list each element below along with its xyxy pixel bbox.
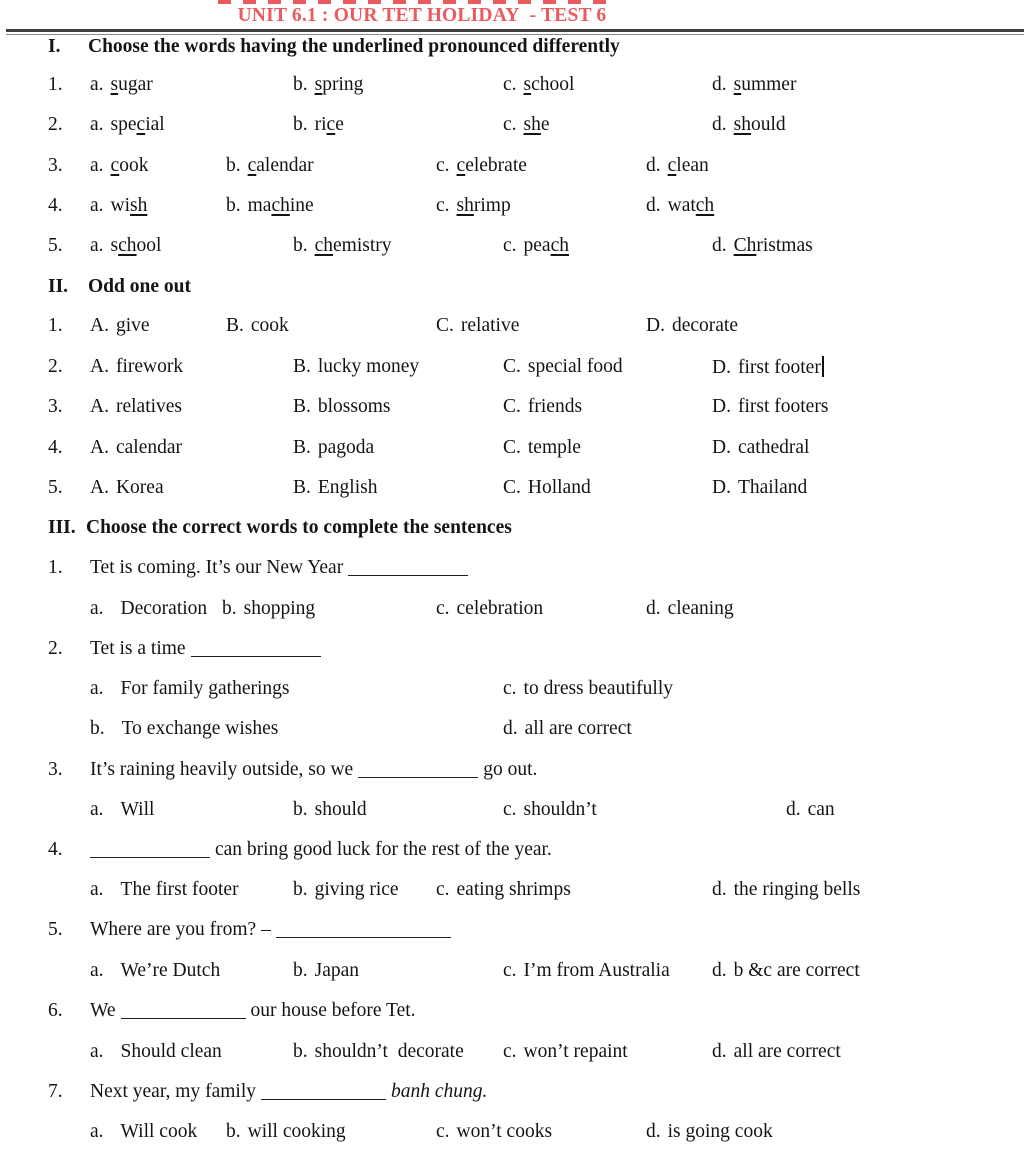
- answer-blank[interactable]: [90, 842, 210, 858]
- item-number: 4.: [48, 437, 63, 458]
- section-title: Choose the words having the underlined pronounced differently: [88, 36, 620, 57]
- section-title: Choose the correct words to complete the sentences: [86, 517, 512, 538]
- option-d: d. cleaning: [646, 598, 734, 619]
- option-c: c. I’m from Australia: [503, 960, 670, 981]
- option-c: C. temple: [503, 437, 581, 458]
- option-d: D. decorate: [646, 315, 739, 336]
- option-c: c. won’t cooks: [436, 1121, 553, 1142]
- sentence-item-3-options: [0, 799, 1024, 827]
- option-d: d. clean: [646, 155, 709, 176]
- option-b: b. should: [293, 799, 367, 820]
- sentence-item-5: [0, 919, 1024, 947]
- sentence-item-1-options: [0, 598, 1024, 626]
- item-number: 2.: [48, 638, 63, 659]
- option-b: b. To exchange wishes: [90, 718, 279, 739]
- option-a: a. cook: [90, 155, 149, 176]
- option-a: A. firework: [90, 356, 184, 377]
- option-a: a. Should clean: [90, 1041, 222, 1062]
- option-c: c. eating shrimps: [436, 879, 571, 900]
- answer-blank[interactable]: [358, 762, 478, 778]
- answer-blank[interactable]: [348, 560, 468, 576]
- option-d: d. all are correct: [712, 1041, 841, 1062]
- pronunciation-item-3: [0, 155, 1024, 183]
- option-d: d. all are correct: [503, 718, 632, 739]
- option-b: B. blossoms: [293, 396, 391, 417]
- pronunciation-item-2: [0, 114, 1024, 142]
- option-b: b. rice: [293, 114, 344, 135]
- option-d: d. can: [786, 799, 835, 820]
- option-a: a. We’re Dutch: [90, 960, 221, 981]
- text-cursor-caret[interactable]: [822, 356, 824, 377]
- sentence-text: Where are you from? –: [90, 919, 456, 941]
- sentence-item-4: [0, 839, 1024, 867]
- option-c: c. celebration: [436, 598, 544, 619]
- option-d: d. b &c are correct: [712, 960, 860, 981]
- item-number: 7.: [48, 1081, 63, 1102]
- option-c: c. peach: [503, 235, 569, 256]
- sentence-item-4-options: [0, 879, 1024, 907]
- option-d: D. first footer: [712, 356, 824, 379]
- option-a: a. Decoration: [90, 598, 208, 619]
- italic-phrase: banh chung.: [391, 1081, 488, 1102]
- option-b: b. will cooking: [226, 1121, 346, 1142]
- option-a: a. sugar: [90, 74, 153, 95]
- odd-one-out-item-2: [0, 356, 1024, 384]
- option-d: d. summer: [712, 74, 797, 95]
- option-b: b. giving rice: [293, 879, 399, 900]
- odd-one-out-item-4: [0, 437, 1024, 465]
- option-a: A. calendar: [90, 437, 183, 458]
- section-2-heading: [0, 276, 1024, 304]
- page-title: UNIT 6.1 : OUR TET HOLIDAY - TEST 6: [237, 5, 607, 26]
- sentence-item-6: [0, 1000, 1024, 1028]
- option-b: B. pagoda: [293, 437, 375, 458]
- odd-one-out-item-3: [0, 396, 1024, 424]
- option-b: B. lucky money: [293, 356, 420, 377]
- option-c: c. won’t repaint: [503, 1041, 628, 1062]
- section-3-heading: [0, 517, 1024, 545]
- option-a: A. Korea: [90, 477, 164, 498]
- sentence-item-5-options: [0, 960, 1024, 988]
- odd-one-out-item-1: [0, 315, 1024, 343]
- title-divider: [6, 29, 1024, 35]
- sentence-text: can bring good luck for the rest of the year.: [90, 839, 552, 861]
- option-b: b. Japan: [293, 960, 360, 981]
- answer-blank[interactable]: [191, 641, 321, 657]
- item-number: 2.: [48, 114, 63, 135]
- sentence-item-7-options: [0, 1121, 1024, 1149]
- option-d: D. Thailand: [712, 477, 808, 498]
- option-d: d. the ringing bells: [712, 879, 861, 900]
- answer-blank[interactable]: [121, 1003, 246, 1019]
- option-c: c. celebrate: [436, 155, 527, 176]
- option-c: C. special food: [503, 356, 623, 377]
- section-1-heading: [0, 36, 1024, 64]
- pronunciation-item-5: [0, 235, 1024, 263]
- item-number: 1.: [48, 557, 63, 578]
- odd-one-out-item-5: [0, 477, 1024, 505]
- item-number: 1.: [48, 74, 63, 95]
- answer-blank[interactable]: [276, 922, 451, 938]
- item-number: 5.: [48, 235, 63, 256]
- option-d: d. Christmas: [712, 235, 813, 256]
- item-number: 5.: [48, 477, 63, 498]
- sentence-item-3: [0, 759, 1024, 787]
- section-title: Odd one out: [88, 276, 191, 297]
- sentence-item-2-options-row-2: [0, 718, 1024, 746]
- option-b: b. shopping: [222, 598, 316, 619]
- item-number: 1.: [48, 315, 63, 336]
- option-c: C. Holland: [503, 477, 591, 498]
- answer-blank[interactable]: [261, 1084, 386, 1100]
- item-number: 4.: [48, 195, 63, 216]
- sentence-item-2-options-row-1: [0, 678, 1024, 706]
- option-b: b. shouldn’t decorate: [293, 1041, 464, 1062]
- sentence-item-6-options: [0, 1041, 1024, 1069]
- sentence-text: It’s raining heavily outside, so we go out.: [90, 759, 538, 780]
- section-number: III.: [48, 517, 76, 538]
- item-number: 3.: [48, 396, 63, 417]
- sentence-item-2: [0, 638, 1024, 666]
- option-b: b. machine: [226, 195, 314, 216]
- option-a: a. The first footer: [90, 879, 239, 900]
- option-a: a. wish: [90, 195, 148, 216]
- section-number: II.: [48, 276, 69, 297]
- option-d: D. cathedral: [712, 437, 810, 458]
- option-b: b. spring: [293, 74, 364, 95]
- sentence-text: We our house before Tet.: [90, 1000, 416, 1021]
- option-b: b. chemistry: [293, 235, 392, 256]
- option-a: a. Will: [90, 799, 155, 820]
- option-c: c. shouldn’t: [503, 799, 597, 820]
- option-a: a. special: [90, 114, 165, 135]
- sentence-text: Next year, my family banh chung.: [90, 1081, 488, 1102]
- sentence-item-7: [0, 1081, 1024, 1109]
- option-d: d. should: [712, 114, 786, 135]
- option-d: d. watch: [646, 195, 715, 216]
- option-c: C. relative: [436, 315, 520, 336]
- option-c: c. she: [503, 114, 550, 135]
- option-b: b. calendar: [226, 155, 314, 176]
- option-c: c. school: [503, 74, 575, 95]
- option-a: a. For family gatherings: [90, 678, 290, 699]
- sentence-text: Tet is a time: [90, 638, 326, 660]
- option-d: D. first footers: [712, 396, 829, 417]
- sentence-item-1: [0, 557, 1024, 585]
- item-number: 5.: [48, 919, 63, 940]
- sentence-text: Tet is coming. It’s our New Year: [90, 557, 473, 579]
- pronunciation-item-1: [0, 74, 1024, 102]
- item-number: 2.: [48, 356, 63, 377]
- option-b: B. cook: [226, 315, 289, 336]
- clipped-text-fragment: [218, 0, 618, 4]
- pronunciation-item-4: [0, 195, 1024, 223]
- option-c: c. shrimp: [436, 195, 511, 216]
- option-b: B. English: [293, 477, 378, 498]
- option-c: C. friends: [503, 396, 583, 417]
- option-d: d. is going cook: [646, 1121, 773, 1142]
- option-a: A. give: [90, 315, 150, 336]
- option-a: A. relatives: [90, 396, 183, 417]
- option-a: a. Will cook: [90, 1121, 198, 1142]
- item-number: 3.: [48, 155, 63, 176]
- option-c: c. to dress beautifully: [503, 678, 673, 699]
- item-number: 3.: [48, 759, 63, 780]
- item-number: 4.: [48, 839, 63, 860]
- section-number: I.: [48, 36, 61, 57]
- option-a: a. school: [90, 235, 162, 256]
- item-number: 6.: [48, 1000, 63, 1021]
